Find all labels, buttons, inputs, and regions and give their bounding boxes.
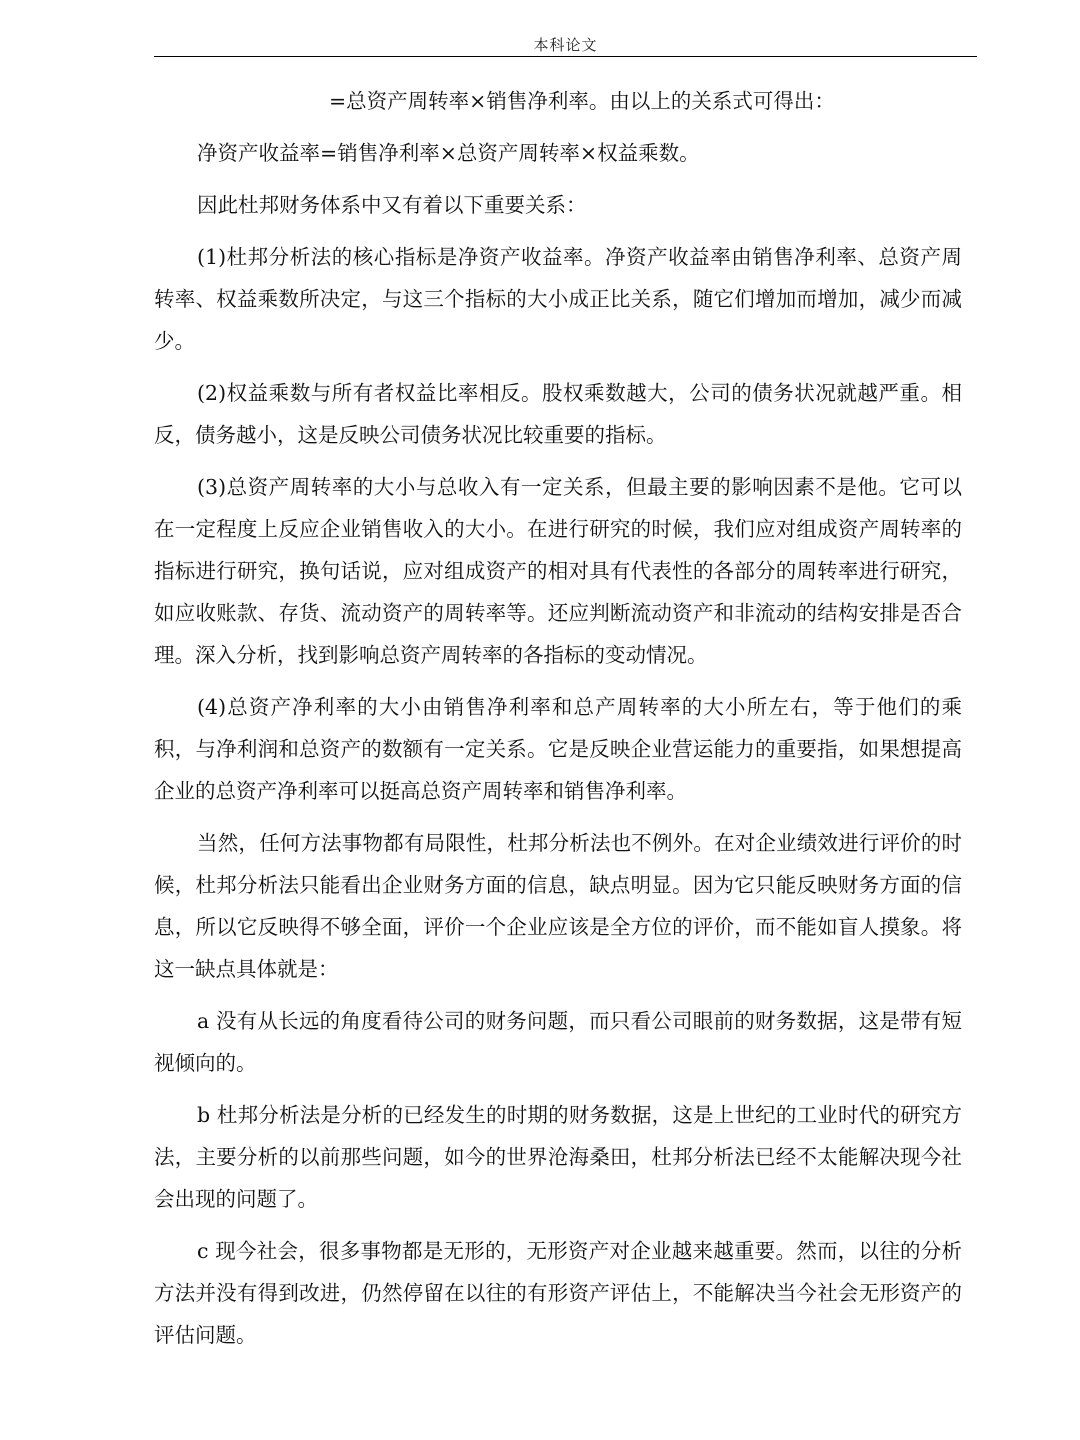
paragraph-intro-relations: 因此杜邦财务体系中又有着以下重要关系： [197, 193, 587, 217]
formula-roe: 净资产收益率=销售净利率×总资产周转率×权益乘数。 [197, 141, 700, 165]
paragraph-point-4: (4)总资产净利率的大小由销售净利率和总产周转率的大小所左右，等于他们的乘积，与净利润和总资产的数额有一定关系。它是反映企业营运能力的重要指，如果想提高企业的总资产净利率可以挺高总资产周转率和销售净利率。 [154, 695, 962, 803]
paragraph-limitations: 当然，任何方法事物都有局限性，杜邦分析法也不例外。在对企业绩效进行评价的时候，杜邦分析法只能看出企业财务方面的信息，缺点明显。因为它只能反映财务方面的信息，所以它反映得不够全面，评价一个企业应该是全方位的评价，而不能如盲人摸象。将这一缺点具体就是： [154, 831, 962, 981]
paragraph-point-2: (2)权益乘数与所有者权益比率相反。股权乘数越大，公司的债务状况就越严重。相反，债务越小，这是反映公司债务状况比较重要的指标。 [154, 381, 962, 447]
paragraph-limitation-a: a 没有从长远的角度看待公司的财务问题，而只看公司眼前的财务数据，这是带有短视倾向的。 [154, 1009, 962, 1075]
header-rule [154, 56, 977, 57]
document-body [154, 80, 962, 1366]
paragraph-limitation-c: c 现今社会，很多事物都是无形的，无形资产对企业越来越重要。然而，以往的分析方法并没有得到改进，仍然停留在以往的有形资产评估上，不能解决当今社会无形资产的评估问题。 [154, 1239, 962, 1347]
paragraph-limitation-b: b 杜邦分析法是分析的已经发生的时期的财务数据，这是上世纪的工业时代的研究方法，主要分析的以前那些问题，如今的世界沧海桑田，杜邦分析法已经不太能解决现今社会出现的问题了。 [154, 1103, 962, 1211]
formula-continuation: =总资产周转率×销售净利率。由以上的关系式可得出： [329, 89, 835, 113]
paragraph-point-3: (3)总资产周转率的大小与总收入有一定关系，但最主要的影响因素不是他。它可以在一定程度上反应企业销售收入的大小。在进行研究的时候，我们应对组成资产周转率的指标进行研究，换句话说，应对组成资产的相对具有代表性的各部分的周转率进行研究，如应收账款、存货、流动资产的周转率等。还应判断流动资产和非流动的结构安排是否合理。深入分析，找到影响总资产周转率的各指标的变动情况。 [154, 475, 962, 667]
page-header: 本科论文 [533, 36, 598, 54]
paragraph-point-1: (1)杜邦分析法的核心指标是净资产收益率。净资产收益率由销售净利率、总资产周转率、权益乘数所决定，与这三个指标的大小成正比关系，随它们增加而增加，减少而减少。 [154, 245, 962, 353]
